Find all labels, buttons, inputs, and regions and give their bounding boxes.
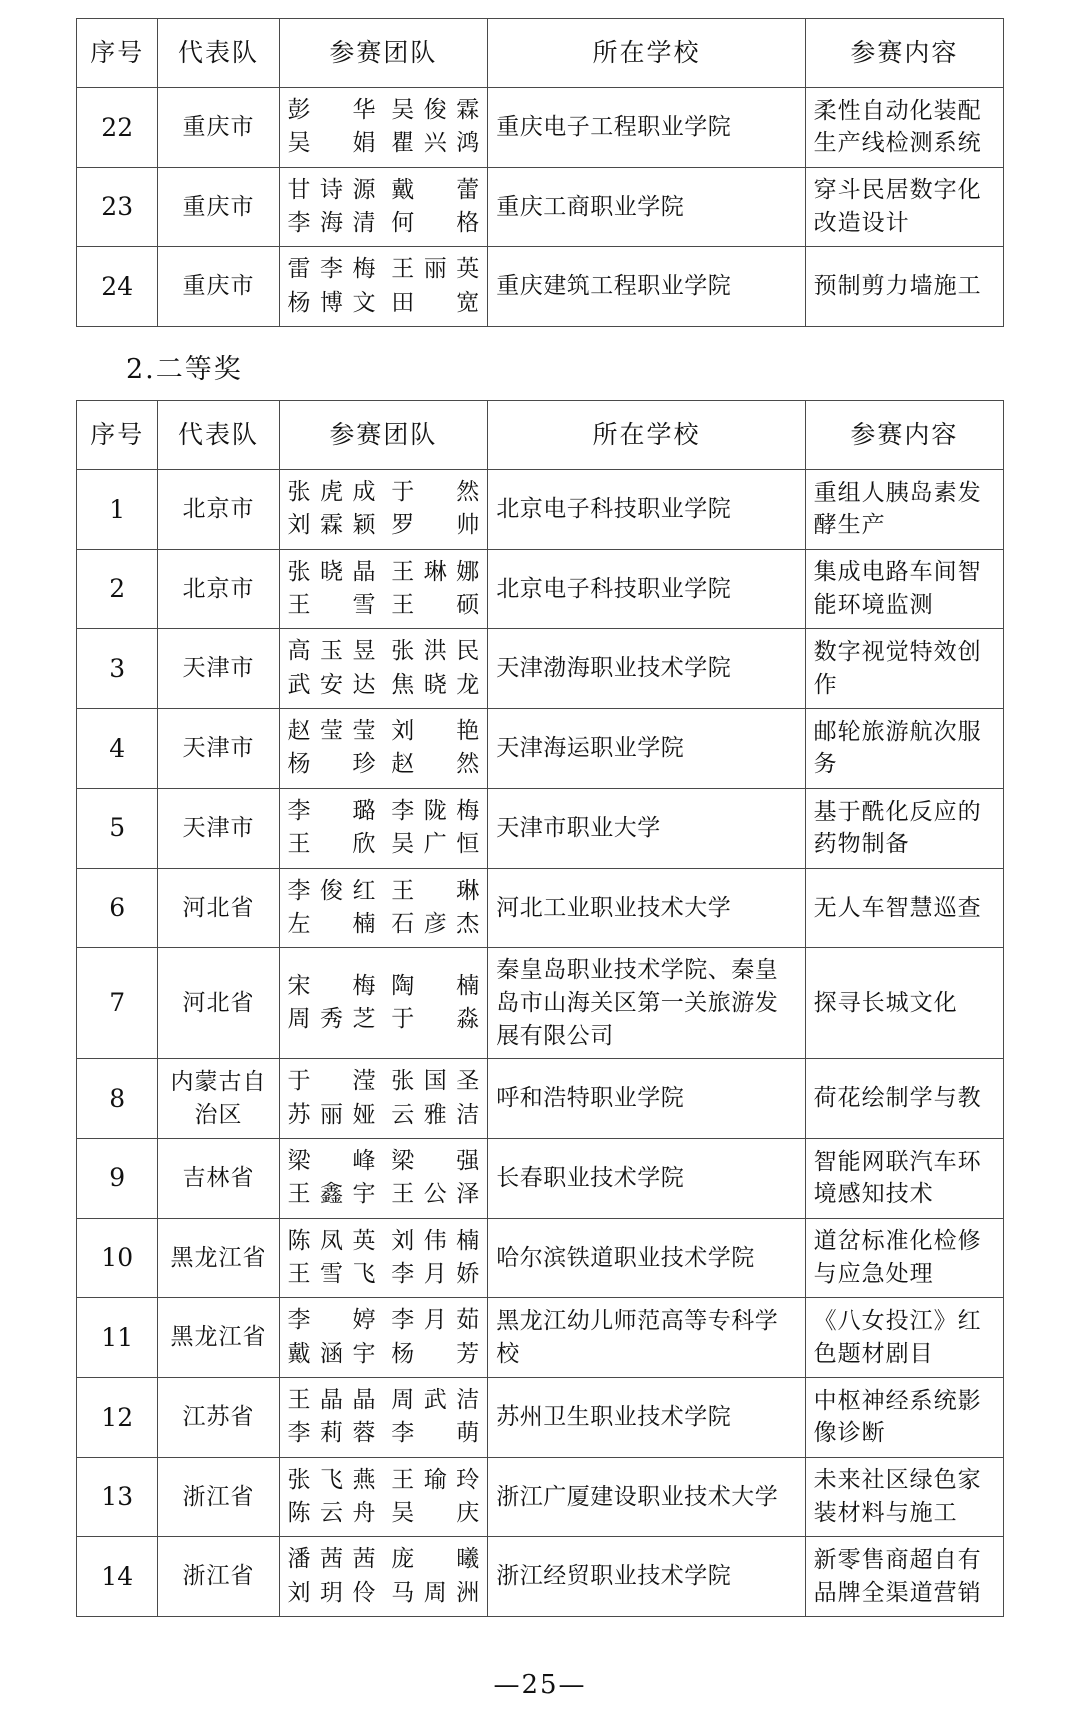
second-prize-table-head: [77, 401, 1004, 470]
cell-serial-number: 1: [77, 470, 158, 550]
cell-serial-number: 5: [77, 788, 158, 868]
member-row: [288, 1258, 480, 1291]
cell-topic: 无人车智慧巡查: [805, 868, 1003, 948]
cell-team-members: [279, 1138, 488, 1218]
cell-topic: 重组人胰岛素发酵生产: [805, 470, 1003, 550]
cell-delegation: 河北省: [158, 868, 279, 948]
cell-topic: 智能网联汽车环境感知技术: [805, 1138, 1003, 1218]
member-row: [288, 748, 480, 781]
cell-delegation: 黑龙江省: [158, 1218, 279, 1298]
member-name: 吴 娟: [287, 130, 376, 157]
cell-serial-number: 6: [77, 868, 158, 948]
cell-delegation: 重庆市: [158, 167, 279, 247]
table-row: [77, 868, 1004, 948]
member-name: 赵 莹 莹: [287, 718, 376, 745]
column-header-no: 序号: [77, 401, 158, 470]
member-name: 李 海 清: [287, 210, 376, 237]
cell-school: 呼和浩特职业学院: [488, 1059, 805, 1139]
cell-serial-number: 2: [77, 549, 158, 629]
cell-topic: 中枢神经系统影像诊断: [805, 1377, 1003, 1457]
member-name: 刘 玥 伶: [287, 1579, 376, 1606]
member-name: 王 瑜 玲: [391, 1466, 480, 1493]
member-name: 吴 广 恒: [391, 831, 480, 858]
table-row: [77, 709, 1004, 789]
cell-topic: 探寻长城文化: [805, 948, 1003, 1059]
cell-topic: 柔性自动化装配生产线检测系统: [805, 88, 1003, 168]
cell-school: 重庆工商职业学院: [488, 167, 805, 247]
cell-topic: 道岔标准化检修与应急处理: [805, 1218, 1003, 1298]
member-row: [288, 1304, 480, 1337]
cell-delegation: 重庆市: [158, 88, 279, 168]
member-name: 宋 梅: [287, 972, 376, 999]
member-name: 戴 涵 宇: [287, 1340, 376, 1367]
table-row: [77, 1218, 1004, 1298]
member-row: [288, 1543, 480, 1576]
first-prize-rows: [77, 88, 1004, 327]
column-header-members: 参赛团队: [279, 401, 488, 470]
cell-team-members: [279, 1457, 488, 1537]
cell-delegation: 北京市: [158, 549, 279, 629]
cell-school: 重庆电子工程职业学院: [488, 88, 805, 168]
member-row: [288, 589, 480, 622]
cell-serial-number: 12: [77, 1377, 158, 1457]
table-row: [77, 1377, 1004, 1457]
cell-serial-number: 11: [77, 1298, 158, 1378]
cell-serial-number: 10: [77, 1218, 158, 1298]
table-row: [77, 1059, 1004, 1139]
table-row: [77, 1138, 1004, 1218]
table-row: [77, 549, 1004, 629]
member-name: 刘 霖 颖: [287, 512, 376, 539]
cell-delegation: 重庆市: [158, 247, 279, 327]
member-name: 罗 帅: [391, 512, 480, 539]
cell-team-members: [279, 1377, 488, 1457]
cell-team-members: [279, 868, 488, 948]
cell-school: 浙江广厦建设职业技术大学: [488, 1457, 805, 1537]
cell-school: 天津市职业大学: [488, 788, 805, 868]
member-name: 张 国 圣: [391, 1068, 480, 1095]
cell-team-members: [279, 1537, 488, 1617]
member-name: 王 琳 娜: [391, 558, 480, 585]
cell-delegation: 黑龙江省: [158, 1298, 279, 1378]
member-row: [288, 1384, 480, 1417]
cell-team-members: [279, 1298, 488, 1378]
cell-serial-number: 13: [77, 1457, 158, 1537]
column-header-no: 序号: [77, 19, 158, 88]
member-name: 武 安 达: [287, 671, 376, 698]
member-name: 王 晶 晶: [287, 1386, 376, 1413]
member-name: 李 月 娇: [391, 1260, 480, 1287]
member-name: 李 俊 红: [287, 877, 376, 904]
member-name: 王 鑫 宇: [287, 1181, 376, 1208]
cell-serial-number: 24: [77, 247, 158, 327]
member-name: 雷 李 梅: [287, 256, 376, 283]
cell-team-members: [279, 629, 488, 709]
cell-serial-number: 7: [77, 948, 158, 1059]
member-row: [288, 970, 480, 1003]
member-name: 潘 茜 茜: [287, 1546, 376, 1573]
cell-team-members: [279, 1059, 488, 1139]
cell-team-members: [279, 167, 488, 247]
member-row: [288, 174, 480, 207]
member-name: 戴 蕾: [391, 176, 480, 203]
cell-delegation: 天津市: [158, 709, 279, 789]
member-name: 王 公 泽: [391, 1181, 480, 1208]
cell-school: 哈尔滨铁道职业技术学院: [488, 1218, 805, 1298]
member-name: 李 陇 梅: [391, 797, 480, 824]
cell-team-members: [279, 709, 488, 789]
cell-topic: 数字视觉特效创作: [805, 629, 1003, 709]
cell-topic: 穿斗民居数字化改造设计: [805, 167, 1003, 247]
member-name: 吴 俊 霖: [391, 97, 480, 123]
first-prize-table-continued: [76, 18, 1004, 327]
member-row: [288, 1417, 480, 1450]
member-row: [288, 795, 480, 828]
cell-team-members: [279, 88, 488, 168]
member-row: [288, 1464, 480, 1497]
cell-topic: 预制剪力墙施工: [805, 247, 1003, 327]
member-row: [288, 287, 480, 320]
cell-team-members: [279, 247, 488, 327]
member-name: 王 雪: [287, 592, 376, 619]
member-name: 庞 曦: [391, 1546, 480, 1573]
cell-school: 天津渤海职业技术学院: [488, 629, 805, 709]
table-row: [77, 470, 1004, 550]
member-row: [288, 1003, 480, 1036]
member-name: 梁 强: [391, 1147, 480, 1174]
cell-school: 天津海运职业学院: [488, 709, 805, 789]
table-row: [77, 788, 1004, 868]
member-name: 刘 艳: [391, 718, 480, 745]
second-prize-rows: [77, 470, 1004, 1617]
member-name: 周 秀 芝: [287, 1006, 376, 1033]
member-row: [288, 253, 480, 286]
table-row: [77, 1537, 1004, 1617]
member-row: [288, 1225, 480, 1258]
member-name: 吴 庆: [391, 1499, 480, 1526]
member-name: 左 楠: [287, 910, 376, 937]
cell-serial-number: 3: [77, 629, 158, 709]
table-row: [77, 948, 1004, 1059]
cell-delegation: 河北省: [158, 948, 279, 1059]
second-prize-table: [76, 400, 1004, 1617]
cell-school: 秦皇岛职业技术学院、秦皇岛市山海关区第一关旅游发展有限公司: [488, 948, 805, 1059]
member-name: 王 欣: [287, 831, 376, 858]
cell-delegation: 天津市: [158, 788, 279, 868]
cell-team-members: [279, 948, 488, 1059]
member-name: 高 玉 昱: [287, 638, 376, 665]
cell-team-members: [279, 1218, 488, 1298]
cell-school: 重庆建筑工程职业学院: [488, 247, 805, 327]
cell-topic: 荷花绘制学与教: [805, 1059, 1003, 1139]
cell-school: 长春职业技术学院: [488, 1138, 805, 1218]
member-name: 梁 峰: [287, 1147, 376, 1174]
member-name: 李 璐: [287, 797, 376, 824]
cell-team-members: [279, 788, 488, 868]
column-header-topic: 参赛内容: [805, 19, 1003, 88]
cell-topic: 基于酰化反应的药物制备: [805, 788, 1003, 868]
member-row: [288, 476, 480, 509]
member-row: [288, 94, 480, 127]
member-name: 王 琳: [391, 877, 480, 904]
cell-delegation: 浙江省: [158, 1537, 279, 1617]
cell-team-members: [279, 470, 488, 550]
cell-topic: 邮轮旅游航次服务: [805, 709, 1003, 789]
member-name: 张 洪 民: [391, 638, 480, 665]
member-name: 苏 丽 娅: [287, 1101, 376, 1128]
cell-team-members: [279, 549, 488, 629]
column-header-topic: 参赛内容: [805, 401, 1003, 470]
member-name: 陈 凤 英: [287, 1227, 376, 1254]
member-row: [288, 635, 480, 668]
member-row: [288, 1497, 480, 1530]
member-name: 于 然: [391, 479, 480, 506]
table-row: [77, 1457, 1004, 1537]
member-name: 王 硕: [391, 592, 480, 619]
member-name: 彭 华: [287, 97, 376, 123]
cell-serial-number: 22: [77, 88, 158, 168]
cell-serial-number: 23: [77, 167, 158, 247]
cell-school: 苏州卫生职业技术学院: [488, 1377, 805, 1457]
member-row: [288, 1577, 480, 1610]
member-name: 张 虎 成: [287, 479, 376, 506]
cell-topic: 未来社区绿色家装材料与施工: [805, 1457, 1003, 1537]
cell-school: 浙江经贸职业技术学院: [488, 1537, 805, 1617]
member-row: [288, 828, 480, 861]
member-name: 赵 然: [391, 751, 480, 778]
member-row: [288, 669, 480, 702]
table-row: [77, 1298, 1004, 1378]
member-row: [288, 127, 480, 160]
member-name: 张 飞 燕: [287, 1466, 376, 1493]
cell-serial-number: 9: [77, 1138, 158, 1218]
cell-topic: 集成电路车间智能环境监测: [805, 549, 1003, 629]
member-name: 李 萌: [391, 1420, 480, 1447]
member-name: 焦 晓 龙: [391, 671, 480, 698]
cell-topic: 《八女投江》红色题材剧目: [805, 1298, 1003, 1378]
member-row: [288, 556, 480, 589]
member-name: 杨 博 文: [287, 289, 376, 316]
member-name: 田 宽: [391, 289, 480, 316]
cell-delegation: 天津市: [158, 629, 279, 709]
member-name: 陈 云 舟: [287, 1499, 376, 1526]
member-name: 周 武 洁: [391, 1386, 480, 1413]
member-name: 于 淼: [391, 1006, 480, 1033]
member-name: 杨 珍: [287, 751, 376, 778]
page-number: —25—: [493, 1670, 587, 1700]
member-name: 刘 伟 楠: [391, 1227, 480, 1254]
column-header-school: 所在学校: [488, 401, 805, 470]
member-name: 何 格: [391, 210, 480, 237]
cell-school: 河北工业职业技术大学: [488, 868, 805, 948]
member-row: [288, 715, 480, 748]
cell-delegation: 江苏省: [158, 1377, 279, 1457]
table-row: [77, 247, 1004, 327]
column-header-team: 代表队: [158, 19, 279, 88]
member-row: [288, 1145, 480, 1178]
member-name: 陶 楠: [391, 972, 480, 999]
member-name: 王 雪 飞: [287, 1260, 376, 1287]
table-row: [77, 167, 1004, 247]
table-header-row: [77, 401, 1004, 470]
member-name: 李 莉 蓉: [287, 1420, 376, 1447]
member-row: [288, 1099, 480, 1132]
member-name: 杨 芳: [391, 1340, 480, 1367]
column-header-school: 所在学校: [488, 19, 805, 88]
first-prize-table-body: [77, 19, 1004, 88]
cell-delegation: 内蒙古自治区: [158, 1059, 279, 1139]
member-name: 瞿 兴 鸿: [391, 130, 480, 157]
member-name: 张 晓 晶: [287, 558, 376, 585]
cell-serial-number: 4: [77, 709, 158, 789]
member-row: [288, 1178, 480, 1211]
member-row: [288, 207, 480, 240]
cell-topic: 新零售商超自有品牌全渠道营销: [805, 1537, 1003, 1617]
member-row: [288, 875, 480, 908]
cell-delegation: 北京市: [158, 470, 279, 550]
cell-serial-number: 14: [77, 1537, 158, 1617]
member-name: 甘 诗 源: [287, 176, 376, 203]
member-name: 云 雅 洁: [391, 1101, 480, 1128]
member-name: 李 月 茹: [391, 1307, 480, 1334]
cell-school: 北京电子科技职业学院: [488, 549, 805, 629]
member-name: 马 周 洲: [391, 1579, 480, 1606]
member-row: [288, 908, 480, 941]
member-row: [288, 1338, 480, 1371]
cell-serial-number: 8: [77, 1059, 158, 1139]
member-row: [288, 509, 480, 542]
member-name: 于 滢: [287, 1068, 376, 1095]
cell-school: 黑龙江幼儿师范高等专科学校: [488, 1298, 805, 1378]
cell-school: 北京电子科技职业学院: [488, 470, 805, 550]
table-row: [77, 88, 1004, 168]
member-name: 李 婷: [287, 1307, 376, 1334]
cell-delegation: 浙江省: [158, 1457, 279, 1537]
member-name: 石 彦 杰: [391, 910, 480, 937]
section-heading-second-prize: 2.二等奖: [126, 354, 243, 386]
member-name: 王 丽 英: [391, 256, 480, 283]
member-row: [288, 1065, 480, 1098]
column-header-members: 参赛团队: [279, 19, 488, 88]
table-row: [77, 629, 1004, 709]
cell-delegation: 吉林省: [158, 1138, 279, 1218]
column-header-team: 代表队: [158, 401, 279, 470]
table-header-row: [77, 19, 1004, 88]
